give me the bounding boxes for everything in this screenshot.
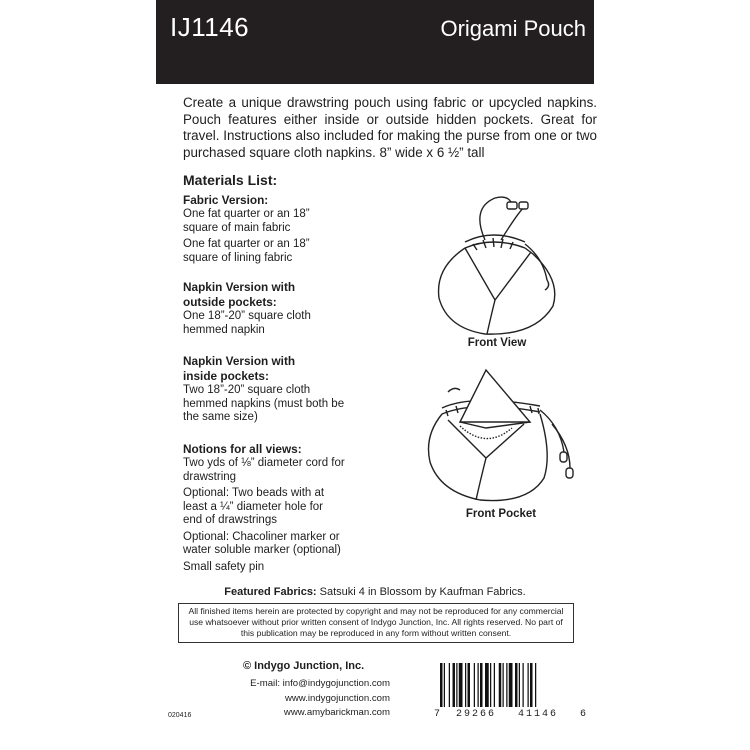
fabric-item-2: One fat quarter or an 18” square of lining fabric	[183, 238, 310, 264]
notions-item-1: Two yds of ⅛” diameter cord for drawstring	[183, 457, 345, 483]
barcode-bar	[453, 663, 456, 707]
barcode-bar	[440, 663, 443, 707]
barcode-bar	[456, 663, 457, 707]
barcode-bar	[528, 663, 529, 707]
barcode-bar	[465, 663, 466, 707]
pattern-title: Origami Pouch	[440, 16, 586, 41]
napkin-outside-heading: Napkin Version with outside pockets:	[183, 280, 296, 309]
notions	[183, 442, 383, 577]
napkin-inside-heading: Napkin Version with inside pockets:	[183, 354, 296, 383]
barcode-bar	[523, 663, 524, 707]
pattern-code: IJ1146	[170, 12, 250, 42]
intro-text: Create a unique drawstring pouch using fabric or upcycled napkins. Pouch features either inside or outside hidden pockets. Great for travel. Instructions also included for making the purse from one or two purchased square cloth napkins. 8” wide x 6 ½” tall	[183, 95, 597, 160]
featured-fabrics	[0, 586, 750, 598]
featured-fabrics-label: Featured Fabrics:	[224, 586, 317, 598]
napkin-outside-version	[183, 280, 383, 340]
barcode-bar	[485, 663, 489, 707]
barcode-bar	[499, 663, 502, 707]
materials-title: Materials List:	[183, 172, 278, 188]
napkin-inside-version	[183, 354, 383, 428]
barcode-bar	[459, 663, 463, 707]
header-bar	[156, 0, 594, 84]
front-pocket-illustration	[420, 366, 580, 506]
barcode-bar	[506, 663, 507, 707]
barcode-bar	[494, 663, 495, 707]
barcode-first-digit: 7	[434, 709, 441, 720]
barcode-bar	[509, 663, 513, 707]
notions-item-2: Optional: Two beads with at least a ¼” diameter hole for end of drawstrings	[183, 487, 325, 526]
fabric-version	[183, 193, 383, 268]
contact-website-1[interactable]: www.indygojunction.com	[284, 692, 390, 704]
print-code: 020416	[168, 712, 192, 719]
contact-email[interactable]: E-mail: info@indygojunction.com	[250, 678, 390, 689]
front-pocket-label: Front Pocket	[465, 508, 537, 520]
barcode-bar	[503, 663, 504, 707]
barcode-bar	[530, 663, 533, 707]
barcode-bar	[444, 663, 445, 707]
barcode-bar	[519, 663, 520, 707]
barcode-bar	[449, 663, 450, 707]
fabric-item-1: One fat quarter or an 18” square of main fabric	[183, 208, 310, 234]
front-view-illustration	[425, 188, 565, 336]
barcode-bar	[490, 663, 491, 707]
barcode-last-digit: 6	[580, 709, 587, 720]
contact-info	[240, 677, 390, 721]
barcode-bar	[478, 663, 479, 707]
barcode	[434, 663, 586, 707]
notions-item-3: Optional: Chacoliner marker or water soluble marker (optional)	[183, 530, 341, 556]
front-view-label: Front View	[467, 337, 527, 349]
notions-item-4: Small safety pin	[183, 560, 265, 573]
barcode-bar	[515, 663, 518, 707]
napkin-inside-item: Two 18”-20” square cloth hemmed napkins (must both be the same size)	[183, 384, 345, 423]
copyright-notice: All finished items herein are protected by copyright and may not be reproduced for any commercial use whatsoever without prior written consent of Indygo Junction, Inc. All rights reserved. No part of this publication may be reproduced in any form without written consent.	[178, 603, 574, 643]
barcode-group-2: 41146	[518, 709, 559, 720]
featured-fabrics-text: Satsuki 4 in Blossom by Kaufman Fabrics.	[316, 586, 526, 598]
notions-heading: Notions for all views:	[183, 442, 302, 456]
barcode-bar	[474, 663, 475, 707]
napkin-outside-item: One 18”-20” square cloth hemmed napkin	[183, 310, 311, 336]
fabric-version-heading: Fabric Version:	[183, 193, 269, 207]
barcode-bar	[480, 663, 483, 707]
barcode-bar	[468, 663, 471, 707]
contact-website-2[interactable]: www.amybarickman.com	[283, 707, 390, 718]
barcode-group-1: 29266	[456, 709, 497, 720]
company-name: © Indygo Junction, Inc.	[243, 660, 365, 672]
barcode-bar	[535, 663, 536, 707]
